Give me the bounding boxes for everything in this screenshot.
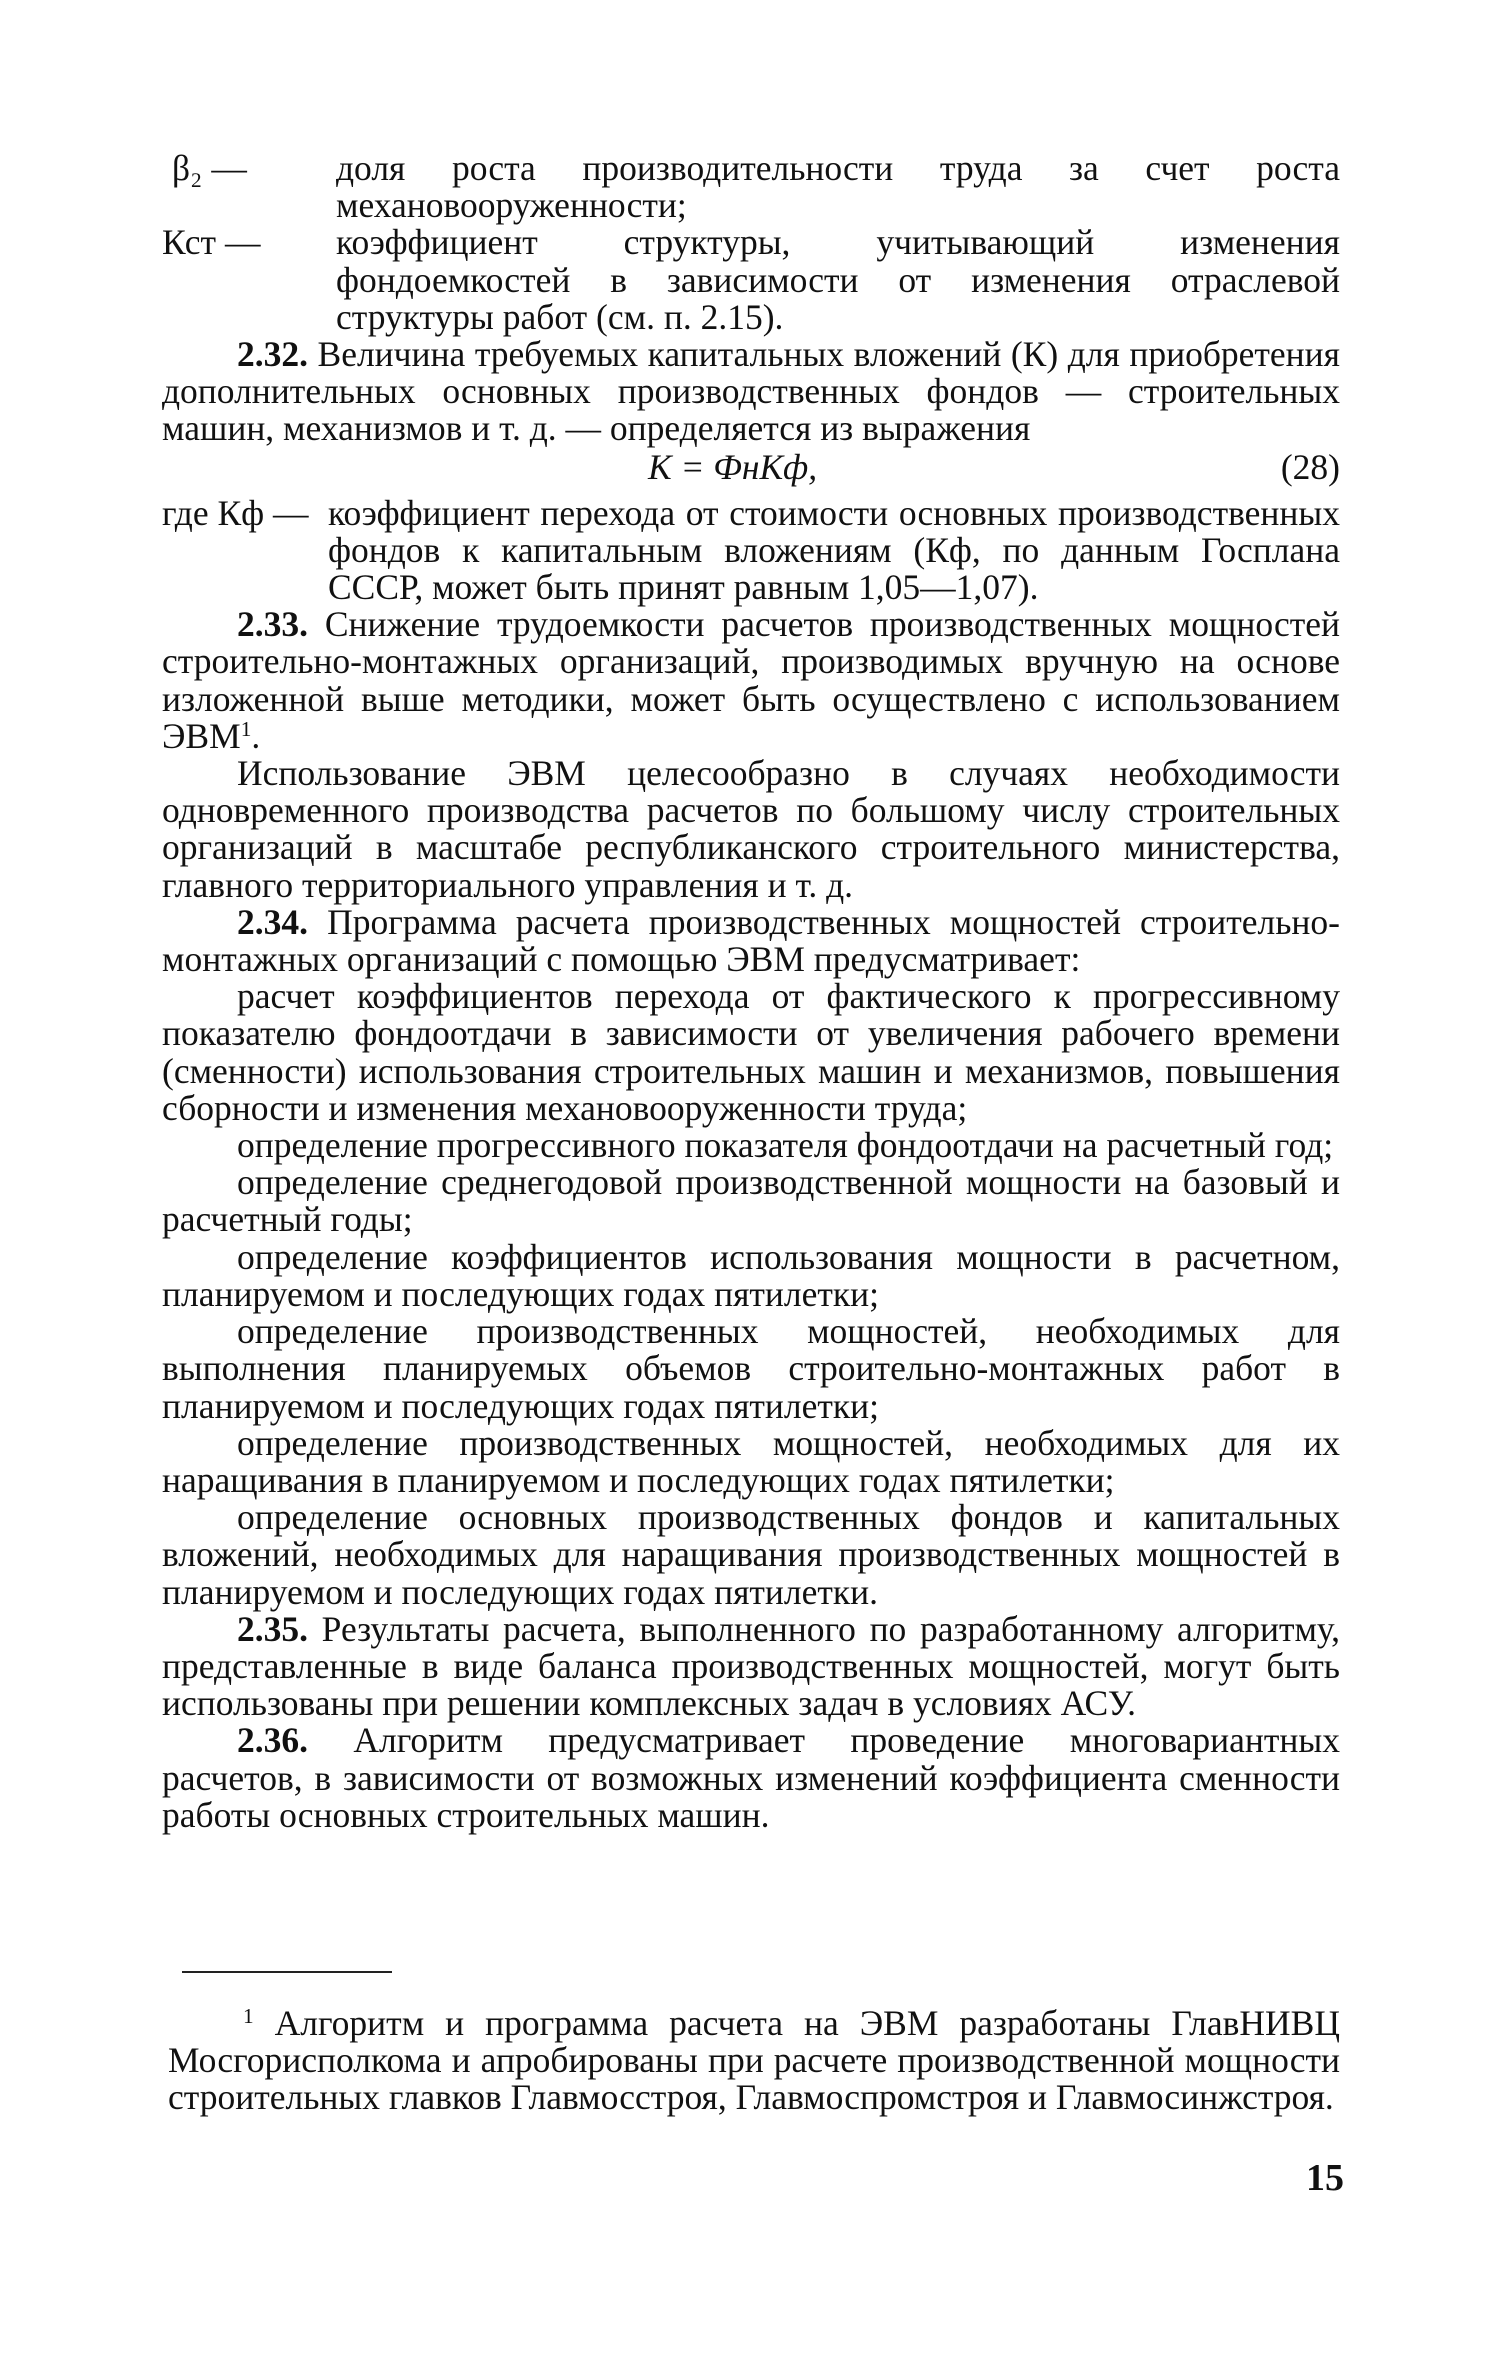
- footnote-mark: 1: [243, 2004, 254, 2028]
- section-2-32: [162, 336, 1340, 448]
- definition-text: доля роста производительности труда за счет роста механовооруженности;: [336, 148, 1340, 226]
- section-2-34: [162, 901, 1340, 980]
- section-2-33: [162, 606, 1340, 755]
- section-number: 2.34.: [237, 901, 308, 942]
- page-number: 15: [1306, 2157, 1344, 2199]
- formula-expression: К = ФнКф,: [648, 446, 818, 487]
- footnote: [168, 2005, 1340, 2117]
- section-2-35: [162, 1608, 1341, 1724]
- sentence-end: .: [251, 715, 261, 756]
- definition-text: коэффициент перехода от стоимости основных производственных фондов к капитальным вложениям (Кф, по данным Госплана СССР, может быть принят равным 1,05—1,07).: [328, 492, 1340, 608]
- page-body: [162, 150, 1340, 1834]
- list-item: определение прогрессивного показателя фондоотдачи на расчетный год;: [237, 1125, 1334, 1166]
- section-number: 2.36.: [237, 1720, 308, 1761]
- section-number: 2.32.: [237, 334, 308, 375]
- paragraph-evm-usage: [162, 755, 1340, 904]
- equation-number: (28): [1280, 446, 1340, 487]
- section-text: Алгоритм предусматривает проведение многовариантных расчетов, в зависимости от возможных изменений коэффициента сменности работы основных строительных машин.: [162, 1720, 1341, 1835]
- section-text: Снижение трудоемкости расчетов производственных мощностей строительно-монтажных организаций, производимых вручную на основе изложенной выше методики, может быть осуществлено с использованием ЭВМ: [162, 604, 1340, 756]
- definition-beta2: [162, 150, 1340, 224]
- section-text: Программа расчета производственных мощностей строительно-монтажных организаций с помощью ЭВМ предусматривает:: [162, 901, 1340, 980]
- footnote-text: Алгоритм и программа расчета на ЭВМ разработаны ГлавНИВЦ Мосгорисполкома и апробированы при расчете производственной мощности строительных главков Главмосстроя, Главмоспромстроя и Главмосинжстроя.: [168, 2003, 1340, 2118]
- section-text: Результаты расчета, выполненного по разработанному алгоритму, представленные в виде баланса производственных мощностей, могут быть использованы при решении комплексных задач в условиях АСУ.: [162, 1608, 1341, 1724]
- list-item: определение производственных мощностей, необходимых для выполнения планируемых объемов строительно-монтажных работ в планируемом и последующих годах пятилетки;: [162, 1311, 1340, 1426]
- definition-symbol: β₂ —: [172, 148, 247, 188]
- definition-kf: [162, 492, 1340, 608]
- footnote-ref: 1: [240, 716, 252, 741]
- list-item: расчет коэффициентов перехода от фактического к прогрессивному показателю фондоотдачи в зависимости от увеличения рабочего времени (сменности) использования строительных машин и механизмов, повышения сборности и изменения механовооруженности труда;: [162, 976, 1340, 1128]
- section-number: 2.33.: [237, 604, 308, 645]
- definition-text: коэффициент структуры, учитывающий изменения фондоемкостей в зависимости от изменения отраслевой структуры работ (см. п. 2.15).: [336, 222, 1340, 337]
- list-item: определение коэффициентов использования мощности в расчетном, планируемом и последующих годах пятилетки;: [162, 1236, 1340, 1314]
- definition-symbol: Кст —: [162, 222, 261, 263]
- section-text: Величина требуемых капитальных вложений (К) для приобретения дополнительных основных производственных фондов — строительных машин, механизмов и т. д. — определяется из выражения: [162, 334, 1341, 449]
- paragraph-text: Использование ЭВМ целесообразно в случаях необходимости одновременного производства расчетов по большому числу строительных организаций в масштабе республиканского строительного министерства, главного территориального управления и т. д.: [162, 753, 1340, 905]
- list-item: определение среднегодовой производственной мощности на базовый и расчетный годы;: [162, 1162, 1340, 1240]
- formula-28: [162, 446, 1340, 489]
- list-item: определение производственных мощностей, необходимых для их наращивания в планируемом и последующих годах пятилетки;: [162, 1422, 1340, 1500]
- section-number: 2.35.: [237, 1608, 308, 1649]
- definition-kst: [162, 224, 1340, 336]
- section-2-36: [162, 1722, 1340, 1834]
- definition-symbol: где Кф —: [162, 492, 309, 533]
- list-item: определение основных производственных фондов и капитальных вложений, необходимых для наращивания производственных мощностей в планируемом и последующих годах пятилетки.: [162, 1497, 1340, 1612]
- footnote-divider: [182, 1971, 392, 1973]
